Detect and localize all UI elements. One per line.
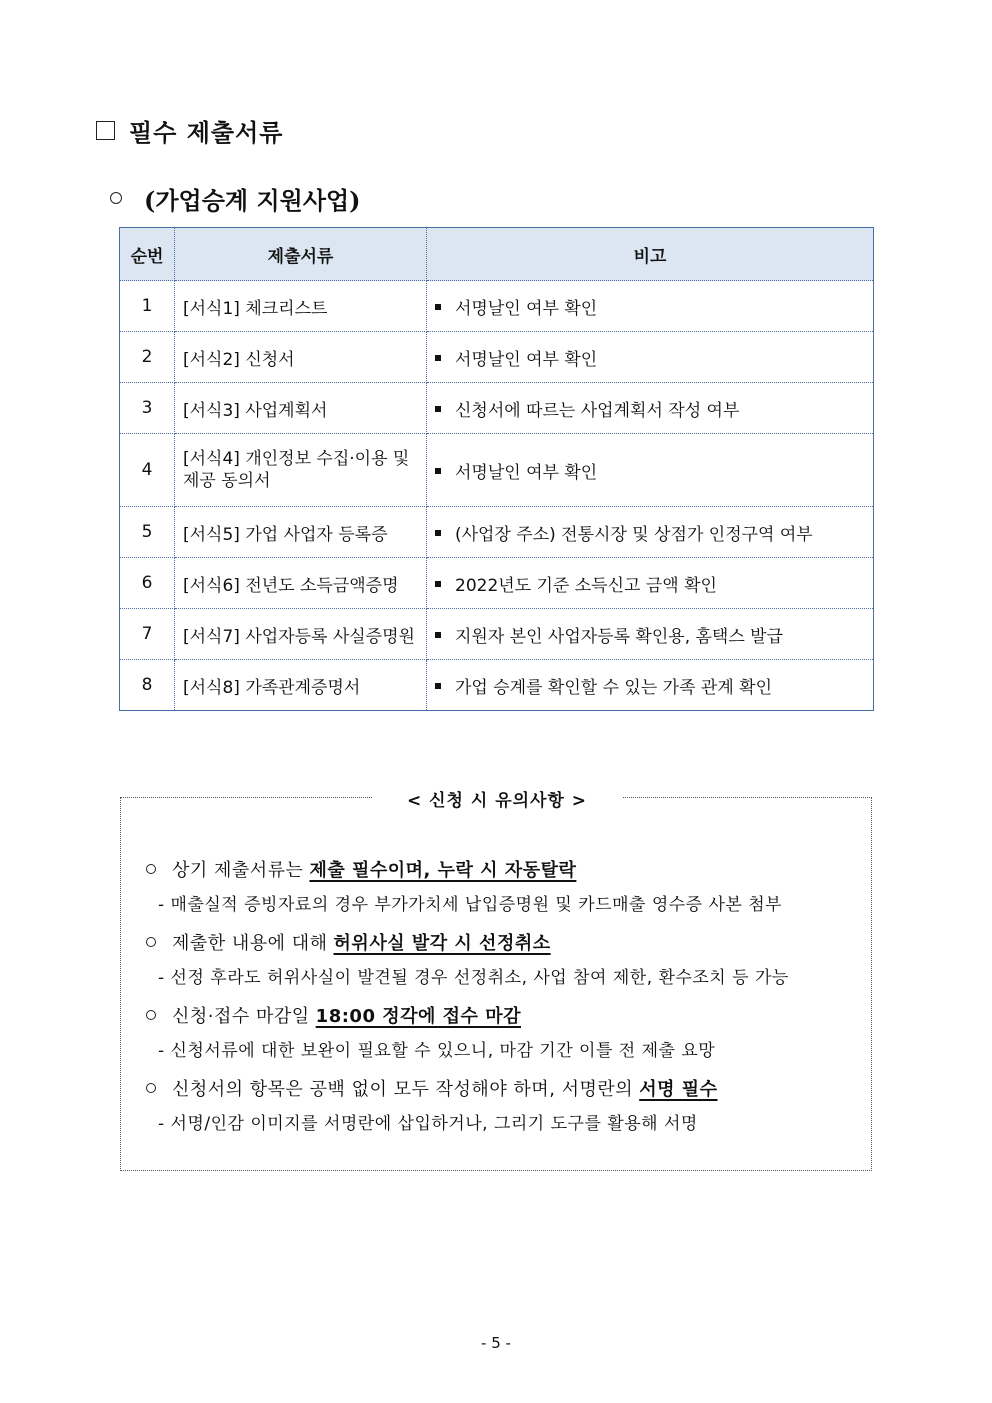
square-bullet-icon <box>435 683 441 689</box>
row-note-text: 서명날인 여부 확인 <box>455 462 598 483</box>
documents-table <box>119 227 874 711</box>
table-row <box>120 609 874 660</box>
notice-item-emphasis: 18:00 정각에 접수 마감 <box>315 1006 521 1027</box>
square-bullet-icon <box>435 468 441 474</box>
row-note-text: 2022년도 기준 소득신고 금액 확인 <box>455 575 717 596</box>
notice-item-emphasis: 제출 필수이며, 누락 시 자동탈락 <box>309 860 577 881</box>
table-row <box>120 434 874 507</box>
notice-item-text: 신청서의 항목은 공백 없이 모두 작성해야 하며, 서명란의 <box>172 1079 634 1100</box>
header-doc: 제출서류 <box>175 228 427 281</box>
circle-bullet-icon <box>146 1010 156 1020</box>
table-row <box>120 507 874 558</box>
circle-bullet-icon <box>110 192 122 204</box>
row-doc: [서식4] 개인정보 수집·이용 및 제공 동의서 <box>175 434 427 507</box>
notice-sub-text: - 서명/인감 이미지를 서명란에 삽입하거나, 그리기 도구를 활용해 서명 <box>158 1114 698 1134</box>
section-title: 필수 제출서류 <box>129 117 284 147</box>
row-note <box>427 558 874 609</box>
row-doc: [서식7] 사업자등록 사실증명원 <box>175 609 427 660</box>
square-bullet-icon <box>435 632 441 638</box>
row-note-text: 가업 승계를 확인할 수 있는 가족 관계 확인 <box>455 677 773 698</box>
row-note <box>427 609 874 660</box>
square-bullet-icon <box>435 304 441 310</box>
row-note-text: 서명날인 여부 확인 <box>455 298 598 319</box>
row-doc: [서식2] 신청서 <box>175 332 427 383</box>
row-no: 7 <box>120 609 175 660</box>
checkbox-square-icon <box>96 121 115 140</box>
row-note-text: 신청서에 따르는 사업계획서 작성 여부 <box>455 400 740 421</box>
row-no: 5 <box>120 507 175 558</box>
notice-item <box>146 1075 718 1101</box>
notice-title: < 신청 시 유의사항 > <box>372 786 622 808</box>
notice-item <box>146 856 576 882</box>
table-row <box>120 332 874 383</box>
row-doc: [서식3] 사업계획서 <box>175 383 427 434</box>
subsection-heading <box>110 180 361 216</box>
row-note <box>427 281 874 332</box>
page-number: - 5 - <box>481 1334 511 1352</box>
square-bullet-icon <box>435 406 441 412</box>
row-note <box>427 434 874 507</box>
row-doc: [서식6] 전년도 소득금액증명 <box>175 558 427 609</box>
notice-item-text: 신청·접수 마감일 <box>172 1006 310 1027</box>
table-row <box>120 558 874 609</box>
square-bullet-icon <box>435 581 441 587</box>
notice-item-emphasis: 서명 필수 <box>639 1079 718 1100</box>
row-doc: [서식1] 체크리스트 <box>175 281 427 332</box>
circle-bullet-icon <box>146 864 156 874</box>
row-note-text: 지원자 본인 사업자등록 확인용, 홈택스 발급 <box>455 626 784 647</box>
row-note <box>427 332 874 383</box>
header-note: 비고 <box>427 228 874 281</box>
row-note <box>427 383 874 434</box>
square-bullet-icon <box>435 355 441 361</box>
row-doc: [서식5] 가업 사업자 등록증 <box>175 507 427 558</box>
notice-item-text: 제출한 내용에 대해 <box>172 933 328 954</box>
circle-bullet-icon <box>146 1083 156 1093</box>
row-no: 4 <box>120 434 175 507</box>
section-heading <box>96 112 283 148</box>
table-row <box>120 383 874 434</box>
subsection-title: (가업승계 지원사업) <box>144 185 361 215</box>
notice-item <box>146 929 551 955</box>
notice-sub-text: - 매출실적 증빙자료의 경우 부가가치세 납입증명원 및 카드매출 영수증 사본 첨부 <box>158 895 783 915</box>
row-no: 8 <box>120 660 175 711</box>
notice-item <box>146 1002 521 1028</box>
row-no: 1 <box>120 281 175 332</box>
header-no: 순번 <box>120 228 175 281</box>
circle-bullet-icon <box>146 937 156 947</box>
square-bullet-icon <box>435 530 441 536</box>
table-row <box>120 660 874 711</box>
row-note-text: 서명날인 여부 확인 <box>455 349 598 370</box>
notice-item-emphasis: 허위사실 발각 시 선정취소 <box>333 933 551 954</box>
notice-sub-text: - 신청서류에 대한 보완이 필요할 수 있으니, 마감 기간 이틀 전 제출 요망 <box>158 1041 716 1061</box>
row-no: 2 <box>120 332 175 383</box>
row-doc: [서식8] 가족관계증명서 <box>175 660 427 711</box>
row-no: 3 <box>120 383 175 434</box>
table-row <box>120 281 874 332</box>
notice-item-text: 상기 제출서류는 <box>172 860 304 881</box>
row-note <box>427 660 874 711</box>
row-note <box>427 507 874 558</box>
notice-sub-text: - 선정 후라도 허위사실이 발견될 경우 선정취소, 사업 참여 제한, 환수조치 등 가능 <box>158 968 789 988</box>
row-note-text: (사업장 주소) 전통시장 및 상점가 인정구역 여부 <box>455 524 813 545</box>
row-no: 6 <box>120 558 175 609</box>
